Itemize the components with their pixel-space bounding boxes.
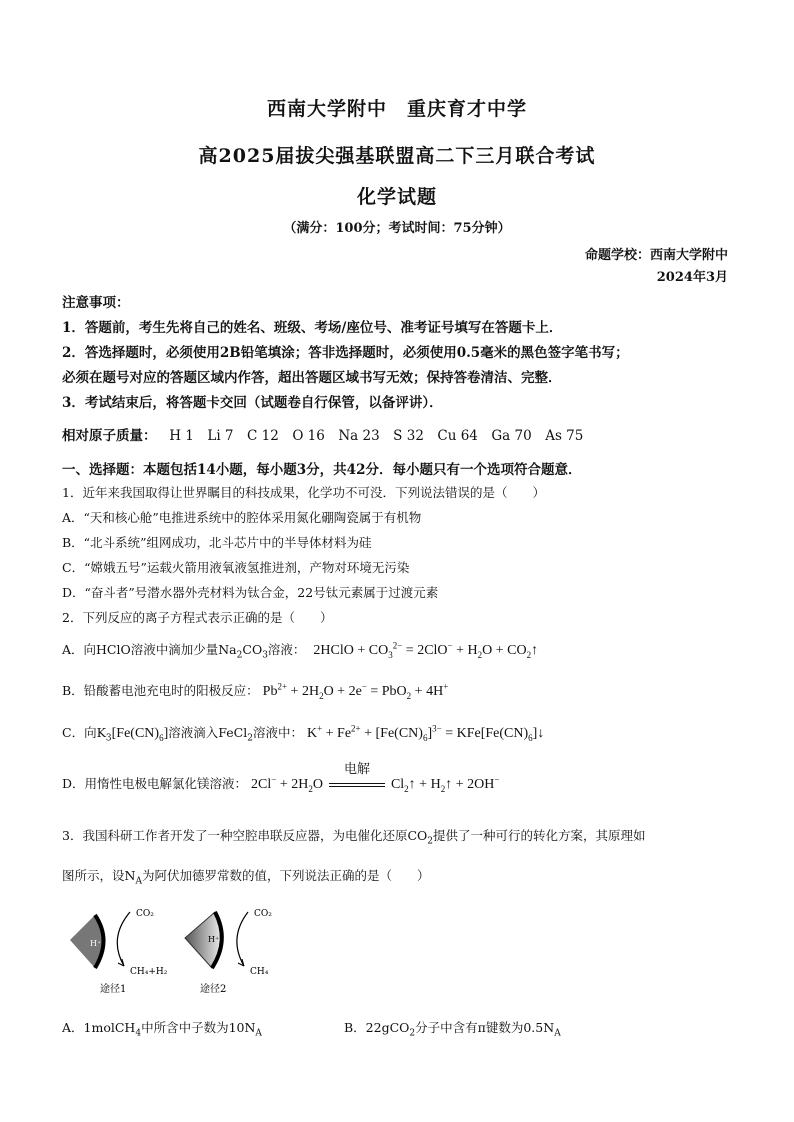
q3-stem-line1: 3．我国科研工作者开发了一种空腔串联反应器，为电催化还原$CO_2$提供了一种可行的转化方案，其原理如 (62, 828, 646, 847)
atomic-masses-values: H 1 Li 7 C 12 O 16 Na 23 S 32 Cu 64 Ga 70 As 75 (169, 428, 584, 444)
q2-c-text2: 溶液滴入FeCl (168, 725, 248, 740)
q1-option-a: A．“天和核心舱”电推进系统中的腔体采用氮化硼陶瓷属于有机物 (62, 510, 422, 525)
q3-b-text: B．22gCO (344, 1020, 410, 1035)
q1-stem: 1．近年来我国取得让世界瞩目的科技成果，化学功不可没．下列说法错误的是（ ） (62, 485, 545, 500)
section-heading: 一、选择题：本题包括14小题，每小题3分，共42分．每小题只有一个选项符合题意． (62, 462, 582, 478)
q3-stem2: 图所示，设N (62, 868, 136, 883)
q3-stem-line2: 图所示，设$N_A$为阿伏加德罗常数的值，下列说法正确的是（ ） (62, 868, 430, 887)
q2-a-text: A．向HClO溶液中滴加少量Na (62, 642, 237, 657)
q1-option-c: C．“嫦娥五号”运载火箭用液氧液氢推进剂，产物对环境无污染 (62, 560, 410, 575)
product-label-2: CH₄ (250, 967, 269, 977)
q3-a-text2: 中所含中子数为10N (141, 1020, 256, 1035)
electrolysis-label: 电解 (343, 762, 370, 777)
q2-b-text: B．铅酸蓄电池充电时的阳极反应： (62, 683, 259, 698)
co2-label-1: CO₂ (136, 909, 154, 919)
q2-a-text3: 溶液： (267, 642, 306, 657)
q3-option-b: B．22gCO$_2$分子中含有π键数为$0.5N_A$ (344, 1020, 561, 1039)
q3-stem1: 3．我国科研工作者开发了一种空腔串联反应器，为电催化还原CO (62, 828, 428, 843)
q3-stem2b: 为阿伏加德罗常数的值，下列说法正确的是（ ） (141, 868, 430, 883)
q2-c-text: C．向K (62, 725, 106, 740)
q2-option-d: D．用惰性电极电解氯化镁溶液： $2Cl^- + 2H_2O$ 电解 $Cl_2↑$ + $H_2↑ + 2OH^-$ (62, 774, 499, 794)
exam-title: 高2025届拔尖强基联盟高二下三月联合考试 (198, 145, 596, 167)
notice-item: 2．答选择题时，必须使用2B铅笔填涂；答非选择题时，必须使用0.5毫米的黑色签字笔书写； (62, 345, 629, 361)
path1-diagram (70, 909, 168, 995)
reactor-figure (60, 900, 300, 1000)
exam-date: 2024年3月 (656, 270, 728, 285)
q2-option-c: C．向$K_3[Fe(CN)_6]$溶液滴入FeCl$_2$溶液中： $K^+ + Fe^{2+} + [Fe(CN)_6]^{3-}$ = $KFe[Fe(CN)_6]↓$ (62, 723, 545, 744)
atomic-masses-label: 相对原子质量： (62, 428, 157, 444)
schools-title: 西南大学附中 重庆育才中学 (266, 98, 527, 120)
notice-item: 1．答题前，考生先将自己的姓名、班级、考场/座位号、准考证号填写在答题卡上． (62, 320, 563, 336)
q3-b-text2: 分子中含有π键数为0.5N (415, 1020, 555, 1035)
q1-option-b: B．“北斗系统”组网成功，北斗芯片中的半导体材料为硅 (62, 535, 372, 550)
h-ion-1: H⁺ (90, 939, 102, 948)
q3-a-text: A．1molCH (62, 1020, 136, 1035)
subject-title: 化学试题 (356, 186, 437, 208)
q2-option-a: A．向HClO溶液中滴加少量$Na_2CO_3$溶液： 2HClO + $CO_3^{2-} = 2ClO^- + H_2O$ + $CO_2↑$ (62, 640, 539, 661)
path1-label: 途径1 (100, 984, 127, 995)
q2-c-text3: 溶液中： (252, 725, 303, 740)
setter: 命题学校：西南大学附中 (584, 248, 728, 263)
path2-diagram (185, 909, 272, 995)
h-ion-2: H⁺ (208, 935, 220, 944)
q1-option-d: D．“奋斗者”号潜水器外壳材料为钛合金，22号钛元素属于过渡元素 (62, 585, 439, 600)
co2-label-2: CO₂ (254, 909, 272, 919)
q2-option-b: B．铅酸蓄电池充电时的阳极反应： $Pb^{2+} + 2H_2O + 2e^- = PbO_2 + 4H^+$ (62, 681, 449, 701)
atomic-masses (62, 424, 583, 444)
notice-item: 必须在题号对应的答题区域内作答，超出答题区域书写无效；保持答卷清洁、完整． (62, 370, 562, 386)
q3-stem1b: 提供了一种可行的转化方案，其原理如 (433, 828, 646, 843)
q2-d-text: D．用惰性电极电解氯化镁溶液： (62, 776, 248, 791)
notice-heading: 注意事项： (62, 295, 130, 311)
q2-a-text2: CO (242, 642, 263, 657)
score-time: （满分：100分；考试时间：75分钟） (283, 221, 511, 236)
path2-label: 途径2 (200, 984, 227, 995)
q2-stem: 2．下列反应的离子方程式表示正确的是（ ） (62, 610, 333, 625)
product-label-1: CH₄+H₂ (130, 967, 168, 977)
q3-option-a: A．1molCH$_4$中所含中子数为$10N_A$ (62, 1020, 262, 1039)
notice-item: 3．考试结束后，将答题卡交回（试题卷自行保管，以备评讲）． (62, 395, 443, 411)
